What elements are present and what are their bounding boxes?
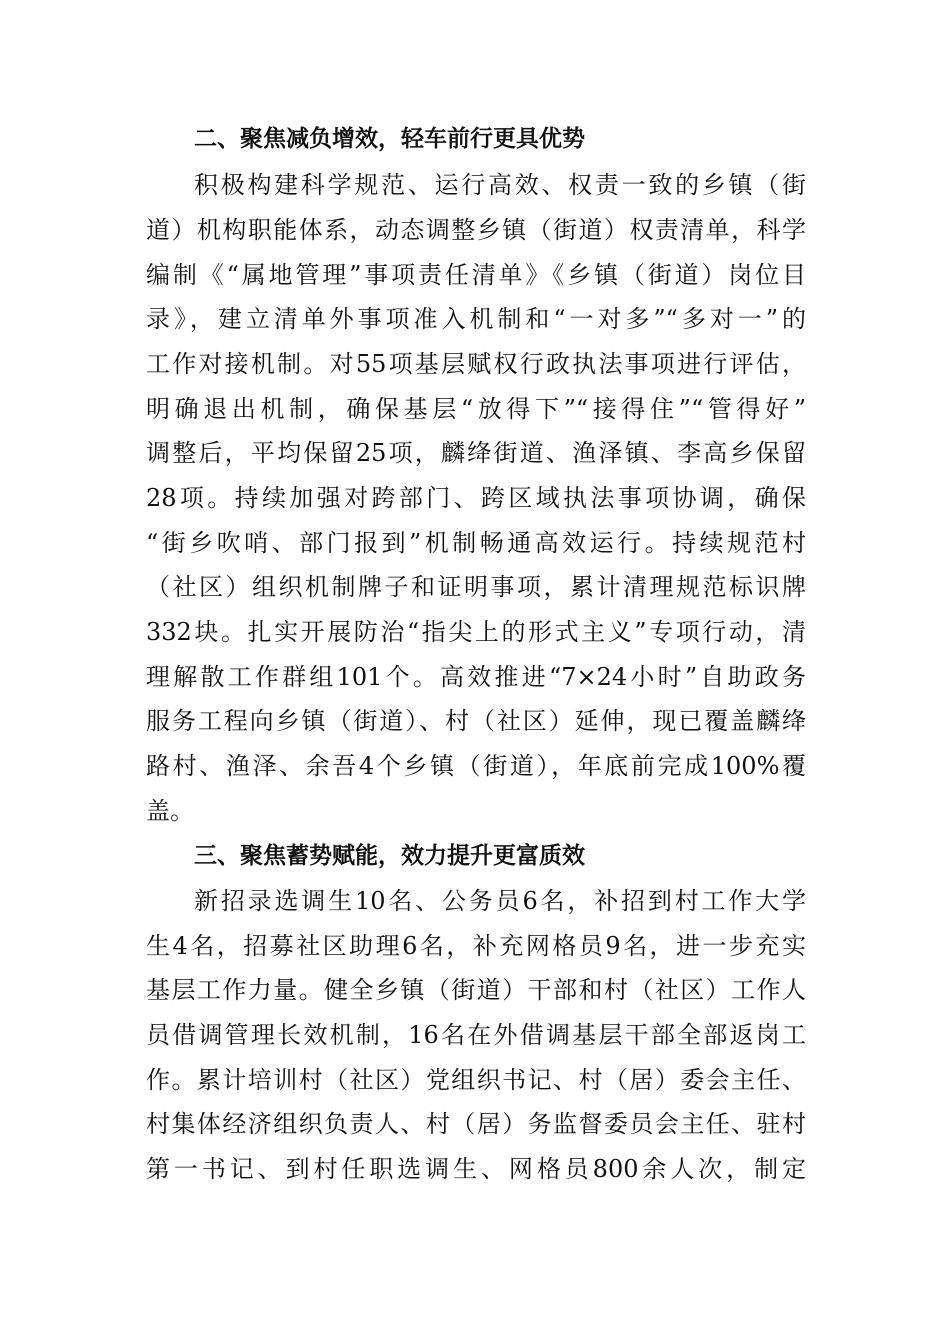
section-2-line-10: （社区）组织机制牌子和证明事项，累计清理规范标识牌: [146, 573, 806, 601]
section-3-line-3: 基层工作力量。健全乡镇（街道）干部和村（社区）工作人: [146, 976, 806, 1004]
section-3-line-7: 第一书记、到村任职选调生、网格员800余人次，制定: [146, 1155, 806, 1183]
section-3-line-1: 新招录选调生10名、公务员6名，补招到村工作大学: [194, 887, 806, 915]
section-2-line-15: 盖。: [146, 797, 194, 825]
section-2-line-9: “街乡吹哨、部门报到”机制畅通高效运行。持续规范村: [146, 529, 806, 557]
section-3-heading: 三、聚焦蓄势赋能，效力提升更富质效: [194, 843, 585, 869]
section-2-line-14: 路村、渔泽、余吾4个乡镇（街道），年底前完成100%覆: [146, 752, 806, 780]
section-2-line-8: 28项。持续加强对跨部门、跨区域执法事项协调，确保: [146, 484, 806, 512]
section-2-heading: 二、聚焦减负增效，轻车前行更具优势: [194, 126, 585, 152]
section-2-line-1: 积极构建科学规范、运行高效、权责一致的乡镇（街: [194, 171, 806, 199]
section-3-line-4: 员借调管理长效机制，16名在外借调基层干部全部返岗工: [146, 1021, 806, 1049]
section-3-line-2: 生4名，招募社区助理6名，补充网格员9名，进一步充实: [146, 932, 806, 960]
section-2-line-5: 工作对接机制。对55项基层赋权行政执法事项进行评估，: [146, 350, 806, 378]
section-2-line-12: 理解散工作群组101个。高效推进“7×24小时”自助政务: [146, 663, 806, 691]
section-3-line-6: 村集体经济组织负责人、村（居）务监督委员会主任、驻村: [146, 1110, 806, 1138]
section-2-line-11: 332块。扎实开展防治“指尖上的形式主义”专项行动，清: [146, 618, 806, 646]
section-2-line-4: 录》，建立清单外事项准入机制和“一对多”“多对一”的: [146, 305, 806, 333]
section-2-line-2: 道）机构职能体系，动态调整乡镇（街道）权责清单，科学: [146, 216, 806, 244]
section-3-line-5: 作。累计培训村（社区）党组织书记、村（居）委会主任、: [146, 1066, 806, 1094]
section-2-line-6: 明确退出机制，确保基层“放得下”“接得住”“管得好”: [146, 395, 806, 423]
section-2-line-7: 调整后，平均保留25项，麟绛街道、渔泽镇、李高乡保留: [146, 439, 806, 467]
section-2-line-3: 编制《“属地管理”事项责任清单》《乡镇（街道）岗位目: [146, 261, 806, 289]
section-2-line-13: 服务工程向乡镇（街道）、村（社区）延伸，现已覆盖麟绛: [146, 707, 806, 735]
